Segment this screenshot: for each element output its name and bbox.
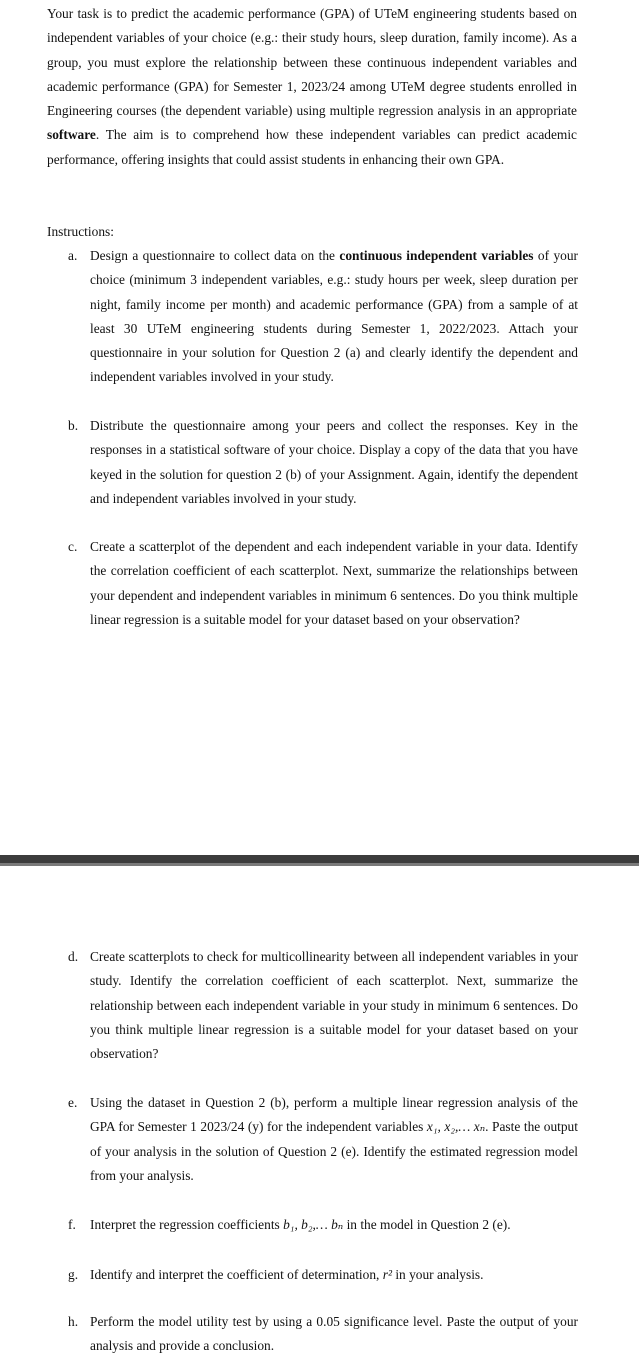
instruction-item-e [68, 1091, 578, 1188]
item-text: Using the dataset in Question 2 (b), perform a multiple linear regression analysis of the GPA for Semester 1 2023/24 (y) for the independent variables x₁, x₂,… xₙ. Paste the output of your analysis in the solution of Question 2 (e). Identify the estimated regression model from your analysis. [90, 1095, 578, 1183]
math-x-variables: x₁, x₂,… xₙ [426, 1119, 486, 1135]
item-text: Distribute the questionnaire among your peers and collect the responses. Key in the responses in a statistical software of your choice. Display a copy of the data that you have keyed in the solution for question 2 (b) of your Assignment. Again, identify the dependent and independent variables involved in your study. [90, 418, 578, 506]
item-letter: f. [68, 1217, 76, 1232]
bold-software: software [47, 127, 96, 143]
intro-paragraph: Your task is to predict the academic performance (GPA) of UTeM engineering students based on independent variables of your choice (e.g.: their study hours, sleep duration, family income). As a group, you must explore the relationship between these continuous independent variables and academic performance (GPA) for Semester 1, 2023/24 among UTeM degree students enrolled in Engineering courses (the dependent variable) using multiple regression analysis in an appropriate software. The aim is to comprehend how these independent variables can predict academic performance, offering insights that could assist students in enhancing their own GPA. [47, 6, 577, 167]
item-text: Identify and interpret the coefficient of determination, r² in your analysis. [90, 1267, 484, 1282]
instruction-item-a [68, 244, 578, 390]
item-letter: c. [68, 539, 78, 554]
item-text: Create scatterplots to check for multicollinearity between all independent variables in your study. Identify the correlation coefficient of each scatterplot. Next, summarize the relationship between each independent variable in your study in minimum 6 sentences. Do you think multiple linear regression is a suitable model for your dataset based on your observation? [90, 949, 578, 1062]
document-page-2 [0, 866, 639, 1357]
instruction-item-f [68, 1213, 578, 1237]
math-r-squared: r² [382, 1267, 392, 1282]
item-letter: d. [68, 949, 79, 964]
instruction-item-h [68, 1310, 578, 1359]
instruction-item-d [68, 945, 578, 1066]
item-letter: e. [68, 1095, 78, 1110]
item-letter: a. [68, 248, 78, 263]
instruction-item-c [68, 535, 578, 632]
instruction-item-b [68, 414, 578, 511]
page-separator [0, 855, 639, 866]
instruction-item-g [68, 1263, 578, 1287]
item-text: Interpret the regression coefficients b₁, b₂,… bₙ in the model in Question 2 (e). [90, 1217, 511, 1232]
instructions-label: Instructions: [47, 224, 114, 239]
math-b-coefficients: b₁, b₂,… bₙ [283, 1217, 344, 1232]
item-text: Design a questionnaire to collect data on the continuous independent variables of your choice (minimum 3 independent variables, e.g.: study hours per week, sleep duration per night, family income per month) and academic performance (GPA) from a sample of at least 30 UTeM engineering students during Semester 1, 2022/2023. Attach your questionnaire in your solution for Question 2 (a) and clearly identify the dependent and independent variables involved in your study. [90, 248, 578, 385]
item-text: Perform the model utility test by using a 0.05 significance level. Paste the output of your analysis and provide a conclusion. [90, 1314, 578, 1354]
item-letter: b. [68, 418, 79, 433]
item-letter: g. [68, 1267, 79, 1282]
item-letter: h. [68, 1314, 79, 1329]
item-text: Create a scatterplot of the dependent and each independent variable in your data. Identify the correlation coefficient of each scatterplot. Next, summarize the relationships between your dependent and independent variables in minimum 6 sentences. Do you think multiple linear regression is a suitable model for your dataset based on your observation? [90, 539, 578, 627]
